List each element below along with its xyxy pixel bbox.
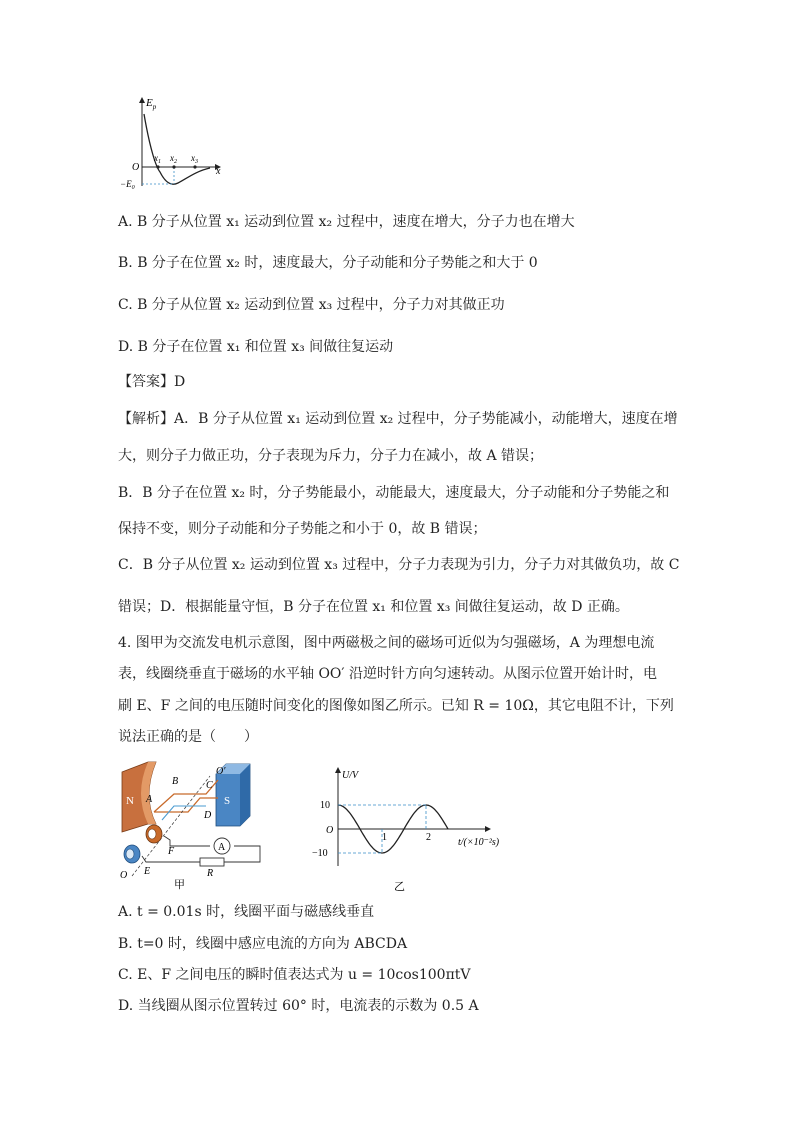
label-O: O — [120, 870, 128, 881]
svg-text:Ep — [145, 97, 157, 111]
label-B: B — [172, 776, 179, 787]
south-label: S — [224, 795, 231, 807]
x2-point — [172, 165, 175, 168]
q3-answer: 【答案】D — [118, 374, 186, 390]
voltage-time-graph — [300, 762, 520, 897]
origin-label: O — [132, 162, 140, 173]
q4-stem-3: 刷 E、F 之间的电压随时间变化的图像如图乙所示。已知 R = 10Ω，其它电阻不计，下列 — [118, 698, 674, 714]
label-R: R — [207, 868, 214, 879]
svg-text:x1: $x_1$ — [154, 153, 161, 165]
x-tick-1: 1 — [382, 832, 387, 843]
q3-option-c: C. B 分子从位置 x₂ 运动到位置 x₃ 过程中，分子力对其做正功 — [118, 297, 505, 313]
ep-sub: p — [152, 103, 157, 111]
origin-label-yi: O — [326, 825, 334, 836]
svg-text:x2: $x_2$ — [170, 153, 177, 165]
q3-explanation-2: 大，则分子力做正功，分子表现为斥力，分子力在减小，故 A 错误； — [118, 448, 544, 464]
svg-text:−E0: $-E_0$ — [120, 179, 135, 191]
q3-option-b: B. B 分子在位置 x₂ 时，速度最大，分子动能和分子势能之和大于 0 — [118, 255, 538, 271]
label-D: D — [204, 810, 212, 821]
ep-label: E — [146, 97, 153, 109]
resistor — [200, 858, 224, 866]
x1-point — [156, 165, 159, 168]
svg-text:x3: $x_3$ — [191, 153, 198, 165]
q4-stem-2: 表，线圈绕垂直于磁场的水平轴 OO′ 沿逆时针方向匀速转动。从图示位置开始计时，电 — [118, 666, 658, 682]
caption-yi: 乙 — [394, 881, 405, 893]
q3-option-a: A. B 分子从位置 x₁ 运动到位置 x₂ 过程中，速度在增大，分子力也在增大 — [118, 214, 575, 230]
potential-energy-graph — [112, 94, 232, 194]
q3-explanation-3: B．B 分子在位置 x₂ 时，分子势能最小，动能最大，速度最大，分子动能和分子势能之和 — [118, 485, 670, 501]
generator-diagram — [112, 758, 272, 893]
q4-option-b: B. t=0 时，线圈中感应电流的方向为 ABCDA — [118, 936, 408, 952]
label-E: E — [144, 866, 151, 877]
q3-explanation-5: C．B 分子从位置 x₂ 运动到位置 x₃ 过程中，分子力表现为引力，分子力对其做负功，故 C — [118, 557, 680, 573]
north-label: N — [126, 795, 134, 807]
label-C: C — [206, 780, 213, 791]
x-axis-label: x — [216, 166, 221, 177]
q4-option-d: D. 当线圈从图示位置转过 60° 时，电流表的示数为 0.5 A — [118, 998, 479, 1014]
y-tick-neg: −10 — [312, 848, 328, 859]
svg-text:A: A — [218, 842, 226, 853]
q4-stem-1: 4. 图甲为交流发电机示意图，图中两磁极之间的磁场可近似为匀强磁场，A 为理想电流 — [118, 635, 655, 651]
x-tick-2: 2 — [426, 832, 431, 843]
neg-e0-label: −E — [120, 179, 132, 189]
x-axis-label-yi: t/(×10⁻²s) — [458, 837, 500, 848]
q3-explanation-4: 保持不变，则分子动能和分子势能之和小于 0，故 B 错误； — [118, 521, 487, 537]
y-tick-pos: 10 — [320, 800, 330, 811]
label-O-prime: O′ — [216, 766, 226, 777]
label-A: A — [146, 794, 153, 805]
q4-stem-4: 说法正确的是（ ） — [118, 729, 258, 745]
q3-option-d: D. B 分子在位置 x₁ 和位置 x₃ 间做往复运动 — [118, 339, 394, 355]
ep-curve — [144, 114, 210, 184]
x1-label: x — [154, 153, 158, 163]
x3-point — [193, 165, 196, 168]
q3-explanation-1: 【解析】A．B 分子从位置 x₁ 运动到位置 x₂ 过程中，分子势能减小，动能增大，速度在增 — [118, 411, 678, 427]
x2-label: x — [170, 153, 174, 163]
q4-option-c: C. E、F 之间电压的瞬时值表达式为 u = 10cos100πtV — [118, 967, 471, 983]
y-axis-label: U/V — [342, 770, 359, 781]
label-F: F — [168, 846, 175, 857]
q4-option-a: A. t = 0.01s 时，线圈平面与磁感线垂直 — [118, 904, 375, 920]
q3-explanation-6: 错误；D．根据能量守恒，B 分子在位置 x₁ 和位置 x₃ 间做往复运动，故 D 正确。 — [118, 599, 629, 615]
caption-jia: 甲 — [174, 879, 185, 891]
x3-label: x — [191, 153, 195, 163]
